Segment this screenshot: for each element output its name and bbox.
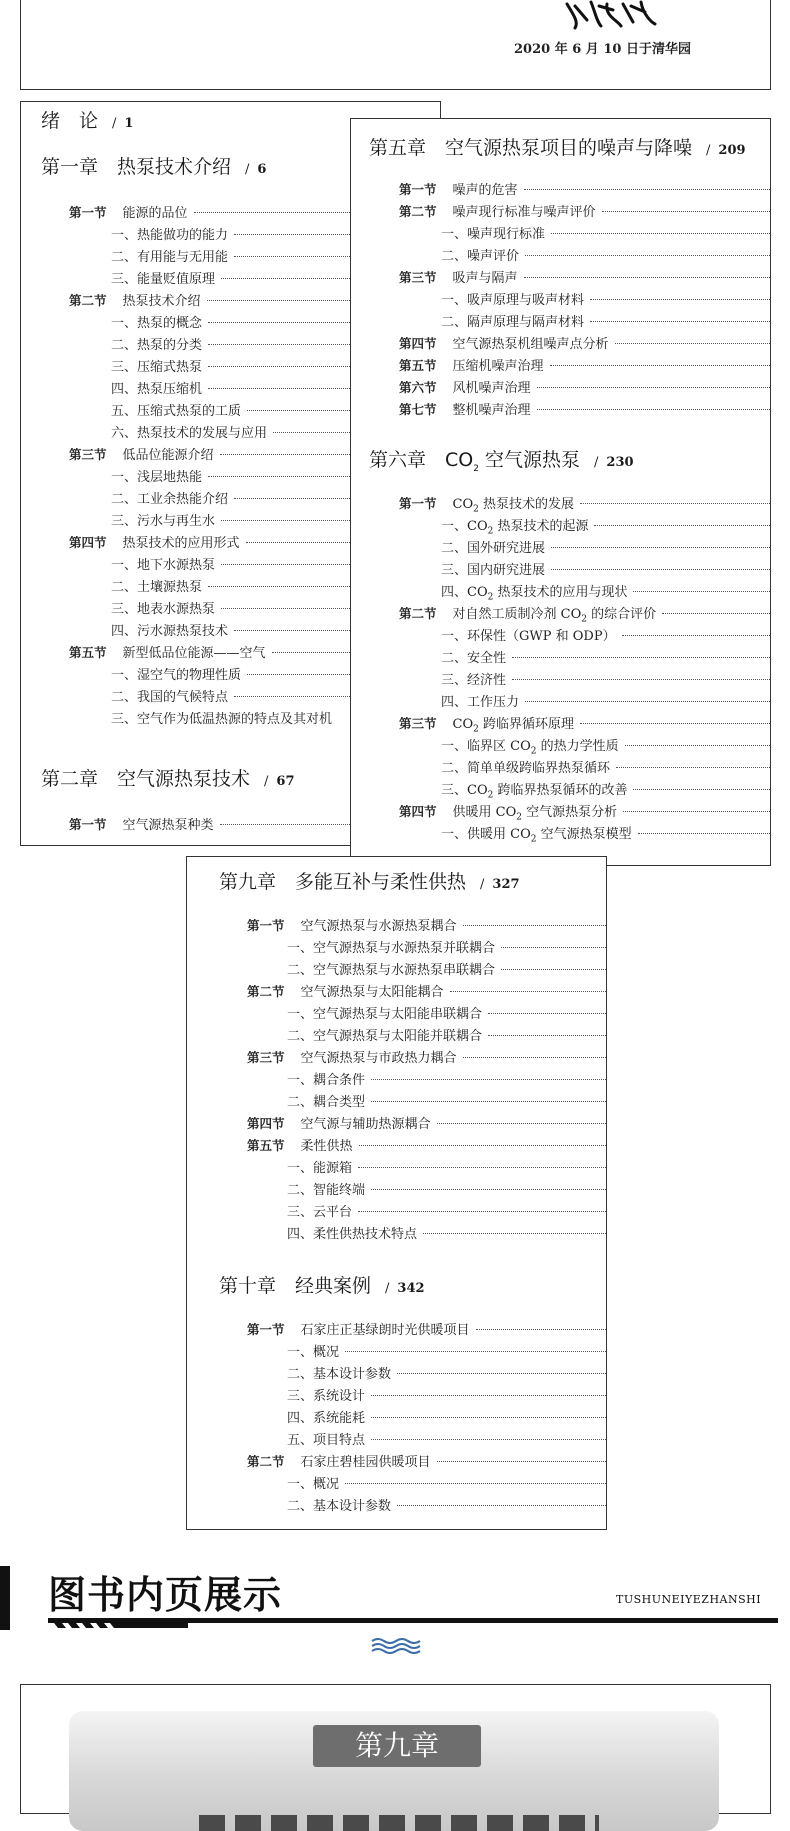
toc-card-chapters-5-6 bbox=[350, 118, 771, 866]
toc-item: 二、有用能与无用能 bbox=[111, 246, 441, 266]
chapter10-heading: 第十章 经典案例 / 342 bbox=[219, 1275, 425, 1297]
preface-date: 2020 年 6 月 10 日于清华园 bbox=[514, 42, 691, 57]
toc-item: 一、概况 bbox=[287, 1473, 607, 1493]
toc-section: 第三节 低品位能源介绍 bbox=[69, 444, 441, 464]
section-divider bbox=[48, 1614, 778, 1628]
toc-item: 四、工作压力 bbox=[441, 691, 771, 711]
wave-icon bbox=[370, 1637, 422, 1655]
section-subtitle: TUSHUNEIYEZHANSHI bbox=[616, 1593, 762, 1606]
intro-heading: 绪 论 / 1 bbox=[41, 110, 134, 132]
toc-section: 第七节 整机噪声治理 bbox=[399, 399, 771, 419]
toc-item: 二、隔声原理与隔声材料 bbox=[441, 311, 771, 331]
toc-item: 二、工业余热能介绍 bbox=[111, 488, 441, 508]
toc-item: 二、国外研究进展 bbox=[441, 537, 771, 557]
toc-item: 一、地下水源热泵 bbox=[111, 554, 441, 574]
toc-item: 二、安全性 bbox=[441, 647, 771, 667]
toc-item: 三、空气作为低温热源的特点及其对机 bbox=[111, 712, 333, 727]
chapter1-heading: 第一章 热泵技术介绍 / 6 bbox=[41, 156, 267, 178]
toc-item: 四、热泵压缩机 bbox=[111, 378, 441, 398]
toc-item: 三、经济性 bbox=[441, 669, 771, 689]
preview-title-fragment bbox=[199, 1815, 599, 1831]
signature-mark bbox=[561, 0, 661, 30]
toc-section: 第一节 噪声的危害 bbox=[399, 179, 771, 199]
toc-section: 第二节 热泵技术介绍 bbox=[69, 290, 441, 310]
toc-card-chapters-9-10 bbox=[186, 856, 607, 1530]
toc-section: 第四节 空气源热泵机组噪声点分析 bbox=[399, 333, 771, 353]
toc-item: 三、系统设计 bbox=[287, 1385, 607, 1405]
toc-item: 二、热泵的分类 bbox=[111, 334, 441, 354]
toc-item: 三、$CO_2$ 跨临界热泵循环的改善 bbox=[441, 779, 771, 799]
toc-item: 三、国内研究进展 bbox=[441, 559, 771, 579]
toc-item: 一、临界区 $CO_2$ 的热力学性质 bbox=[441, 735, 771, 755]
toc-item: 二、空气源热泵与水源热泵串联耦合 bbox=[287, 959, 607, 979]
toc-section: 第三节 空气源热泵与市政热力耦合 bbox=[247, 1047, 607, 1067]
toc-section: 第二节 对自然工质制冷剂 $CO_2$ 的综合评价 bbox=[399, 603, 771, 623]
toc-item: 四、污水源热泵技术 bbox=[111, 620, 441, 640]
preface-box bbox=[20, 0, 771, 90]
toc-item: 三、污水与再生水 bbox=[111, 510, 441, 530]
toc-section: 第一节 $CO_2$ 热泵技术的发展 bbox=[399, 493, 771, 513]
toc-item: 六、热泵技术的发展与应用 bbox=[111, 422, 441, 442]
toc-section: 第四节 供暖用 $CO_2$ 空气源热泵分析 bbox=[399, 801, 771, 821]
toc-item: 一、空气源热泵与水源热泵并联耦合 bbox=[287, 937, 607, 957]
section-accent-bar bbox=[0, 1566, 10, 1630]
preview-chapter-label: 第九章 bbox=[313, 1725, 481, 1767]
toc-item: 一、湿空气的物理性质 bbox=[111, 664, 441, 684]
toc-item: 一、空气源热泵与太阳能串联耦合 bbox=[287, 1003, 607, 1023]
toc-section: 第三节 $CO_2$ 跨临界循环原理 bbox=[399, 713, 771, 733]
toc-item: 二、智能终端 bbox=[287, 1179, 607, 1199]
toc-item: 一、供暖用 $CO_2$ 空气源热泵模型 bbox=[441, 823, 771, 843]
toc-item: 一、环保性（GWP 和 ODP） bbox=[441, 625, 771, 645]
toc-section: 第五节 压缩机噪声治理 bbox=[399, 355, 771, 375]
toc-item: 四、$CO_2$ 热泵技术的应用与现状 bbox=[441, 581, 771, 601]
toc-section: 第四节 热泵技术的应用形式 bbox=[69, 532, 441, 552]
toc-item: 二、土壤源热泵 bbox=[111, 576, 441, 596]
toc-item: 三、地表水源热泵 bbox=[111, 598, 441, 618]
toc-section: 第二节 噪声现行标准与噪声评价 bbox=[399, 201, 771, 221]
preview-page bbox=[69, 1711, 719, 1831]
toc-section: 第二节 空气源热泵与太阳能耦合 bbox=[247, 981, 607, 1001]
section-title: 图书内页展示 bbox=[48, 1573, 283, 1617]
toc-item: 五、压缩式热泵的工质 bbox=[111, 400, 441, 420]
toc-item: 二、耦合类型 bbox=[287, 1091, 607, 1111]
toc-item: 一、概况 bbox=[287, 1341, 607, 1361]
preview-frame bbox=[20, 1684, 771, 1814]
toc-item: 三、压缩式热泵 bbox=[111, 356, 441, 376]
toc-section: 第六节 风机噪声治理 bbox=[399, 377, 771, 397]
toc-section: 第一节 石家庄正基绿朗时光供暖项目 bbox=[247, 1319, 607, 1339]
toc-item: 一、噪声现行标准 bbox=[441, 223, 771, 243]
toc-section: 第四节 空气源与辅助热源耦合 bbox=[247, 1113, 607, 1133]
toc-section: 第五节 柔性供热 bbox=[247, 1135, 607, 1155]
toc-section: 第二节 石家庄碧桂园供暖项目 bbox=[247, 1451, 607, 1471]
chapter5-heading: 第五章 空气源热泵项目的噪声与降噪 / 209 bbox=[369, 137, 746, 159]
toc-section: 第五节 新型低品位能源——空气 bbox=[69, 642, 441, 662]
toc-section: 第一节 空气源热泵种类 bbox=[69, 814, 441, 834]
toc-item: 一、$CO_2$ 热泵技术的起源 bbox=[441, 515, 771, 535]
toc-item: 一、耦合条件 bbox=[287, 1069, 607, 1089]
toc-item: 三、云平台 bbox=[287, 1201, 607, 1221]
toc-item: 一、热能做功的能力 bbox=[111, 224, 441, 244]
toc-item: 一、浅层地热能 bbox=[111, 466, 441, 486]
toc-item: 三、能量贬值原理 bbox=[111, 268, 441, 288]
toc-section: 第一节 能源的品位 bbox=[69, 202, 441, 222]
toc-item: 四、柔性供热技术特点 bbox=[287, 1223, 607, 1243]
toc-section: 第一节 空气源热泵与水源热泵耦合 bbox=[247, 915, 607, 935]
toc-item: 五、项目特点 bbox=[287, 1429, 607, 1449]
toc-item: 二、我国的气候特点 bbox=[111, 686, 441, 706]
chapter6-heading: 第六章 $CO_2$ 空气源热泵 / 230 bbox=[369, 449, 634, 474]
toc-item: 二、空气源热泵与太阳能并联耦合 bbox=[287, 1025, 607, 1045]
toc-item: 二、简单单级跨临界热泵循环 bbox=[441, 757, 771, 777]
toc-item: 二、基本设计参数 bbox=[287, 1363, 607, 1383]
toc-item: 二、基本设计参数 bbox=[287, 1495, 607, 1515]
chapter2-heading: 第二章 空气源热泵技术 / 67 bbox=[41, 768, 295, 790]
toc-item: 一、热泵的概念 bbox=[111, 312, 441, 332]
chapter9-heading: 第九章 多能互补与柔性供热 / 327 bbox=[219, 871, 520, 893]
toc-item: 一、能源箱 bbox=[287, 1157, 607, 1177]
toc-item: 二、噪声评价 bbox=[441, 245, 771, 265]
toc-item: 一、吸声原理与吸声材料 bbox=[441, 289, 771, 309]
toc-item: 四、系统能耗 bbox=[287, 1407, 607, 1427]
toc-section: 第三节 吸声与隔声 bbox=[399, 267, 771, 287]
